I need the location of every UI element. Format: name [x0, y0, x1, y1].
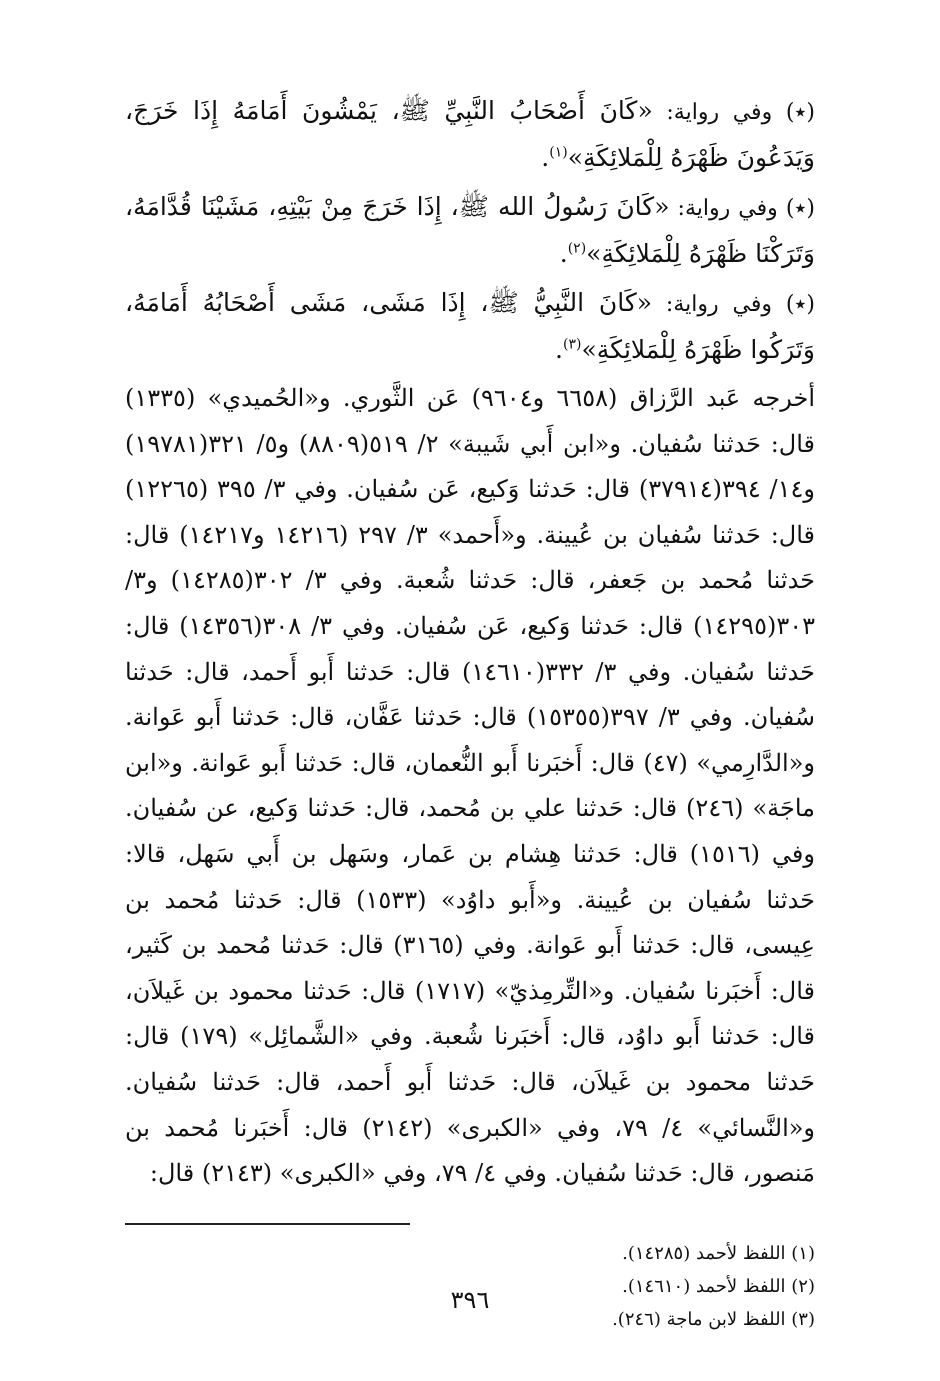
footnote-ref[interactable]: (٢) — [567, 240, 587, 257]
narration-prefix: (٭) وفي رواية: — [652, 100, 815, 125]
narration-2: (٭) وفي رواية: «كَانَ رَسُولُ الله ﷺ، إِذَا خَرَجَ مِنْ بَيْتِهِ، مَشَيْنَا قُدَّامَهُ، وَتَرَكْنَا ظَهْرَهُ لِلْمَلائِكَةِ»$^{(٢)}$. — [125, 192, 815, 268]
narration-text: «كَانَ رَسُولُ الله ﷺ، إِذَا خَرَجَ مِنْ بَيْتِهِ، مَشَيْنَا قُدَّامَهُ، وَتَرَكْنَا ظَهْرَهُ لِلْمَلائِكَةِ» — [125, 192, 815, 268]
takhrij-paragraph: أخرجه عَبد الرَّزاق (٦٦٥٨ و٩٦٠٤) عَن الثَّوري. و«الحُميدي» (١٣٣٥) قال: حَدثنا سُفيان. و«ابن أَبي شَيبة» ٢/ ٥١٩(٨٨٠٩) و٥/ ٣٢١(١٩٧٨١) و١٤/ ٣٩٤(٣٧٩١٤) قال: حَدثنا وَكيع، عَن سُفيان. وفي ٣/ ٣٩٥ (١٢٢٦٥) قال: حَدثنا سُفيان بن عُيينة. و«أَحمد» ٣/ ٢٩٧ (١٤٢١٦ و١٤٢١٧) قال: حَدثنا مُحمد بن جَعفر، قال: حَدثنا شُعبة. وفي ٣/ ٣٠٢(١٤٢٨٥) و٣/ ٣٠٣(١٤٢٩٥) قال: حَدثنا وَكيع، عَن سُفيان. وفي ٣/ ٣٠٨(١٤٣٥٦) قال: حَدثنا سُفيان. وفي ٣/ ٣٣٢(١٤٦١٠) قال: حَدثنا أَبو أَحمد، قال: حَدثنا سُفيان. وفي ٣/ ٣٩٧(١٥٣٥٥) قال: حَدثنا عَفَّان، قال: حَدثنا أَبو عَوانة. و«الدَّارِمي» (٤٧) قال: أَخبَرنا أَبو النُّعمان، قال: حَدثنا أَبو عَوانة. و«ابن ماجَة» (٢٤٦) قال: حَدثنا علي بن مُحمد، قال: حَدثنا وَكيع، عن سُفيان. وفي (١٥١٦) قال: حَدثنا هِشام بن عَمار، وسَهل بن أَبي سَهل، قالا: حَدثنا سُفيان بن عُيينة. و«أَبو داوُد» (١٥٣٣) قال: حَدثنا مُحمد بن عِيسى، قال: حَدثنا أَبو عَوانة. وفي (٣١٦٥) قال: حَدثنا مُحمد بن كَثير، قال: أَخبَرنا سُفيان. و«التِّرمِذيّ» (١٧١٧) قال: حَدثنا محمود بن غَيلاَن، قال: حَدثنا أَبو داوُد، قال: أَخبَرنا شُعبة. وفي «الشَّمائِل» (١٧٩) قال: حَدثنا محمود بن غَيلاَن، قال: حَدثنا أَبو أَحمد، قال: حَدثنا سُفيان. و«النَّسائي» ٤/ ٧٩، وفي «الكبرى» (٢١٤٢) قال: أَخبَرنا مُحمد بن مَنصور، قال: حَدثنا سُفيان. وفي ٤/ ٧٩، وفي «الكبرى» (٢١٤٣) قال: — [125, 384, 816, 1188]
narration-prefix: (٭) وفي رواية: — [669, 196, 815, 221]
footnote-2: (٢) اللفظ لأحمد (١٤٦١٠). — [622, 1275, 815, 1297]
narration-text: «كَانَ أَصْحَابُ النَّبِيِّ ﷺ، يَمْشُونَ أَمَامَهُ إِذَا خَرَجَ، وَيَدَعُونَ ظَهْرَهُ لِلْمَلائِكَةِ» — [125, 96, 815, 172]
narration-1: (٭) وفي رواية: «كَانَ أَصْحَابُ النَّبِيِّ ﷺ، يَمْشُونَ أَمَامَهُ إِذَا خَرَجَ، وَيَدَعُونَ ظَهْرَهُ لِلْمَلائِكَةِ»$^{(١)}$. — [125, 96, 815, 172]
narration-3: (٭) وفي رواية: «كَانَ النَّبِيُّ ﷺ، إِذَا مَشَى، مَشَى أَصْحَابُهُ أَمَامَهُ، وَتَرَكُوا ظَهْرَهُ لِلْمَلائِكَةِ»$^{(٣)}$. — [125, 288, 815, 364]
footnote-ref[interactable]: (١) — [549, 144, 568, 161]
page-body — [125, 88, 815, 1336]
footnote-3: (٣) اللفظ لابن ماجة (٢٤٦). — [612, 1308, 815, 1330]
footnote-ref[interactable]: (٣) — [563, 336, 582, 353]
footnote-divider — [125, 1223, 410, 1225]
footnote-1: (١) اللفظ لأحمد (١٤٢٨٥). — [622, 1242, 815, 1264]
page-number: ٣٩٦ — [450, 1286, 490, 1314]
narration-text: «كَانَ النَّبِيُّ ﷺ، إِذَا مَشَى، مَشَى أَصْحَابُهُ أَمَامَهُ، وَتَرَكُوا ظَهْرَهُ لِلْمَلائِكَةِ» — [125, 288, 815, 364]
narration-prefix: (٭) وفي رواية: — [652, 292, 815, 317]
